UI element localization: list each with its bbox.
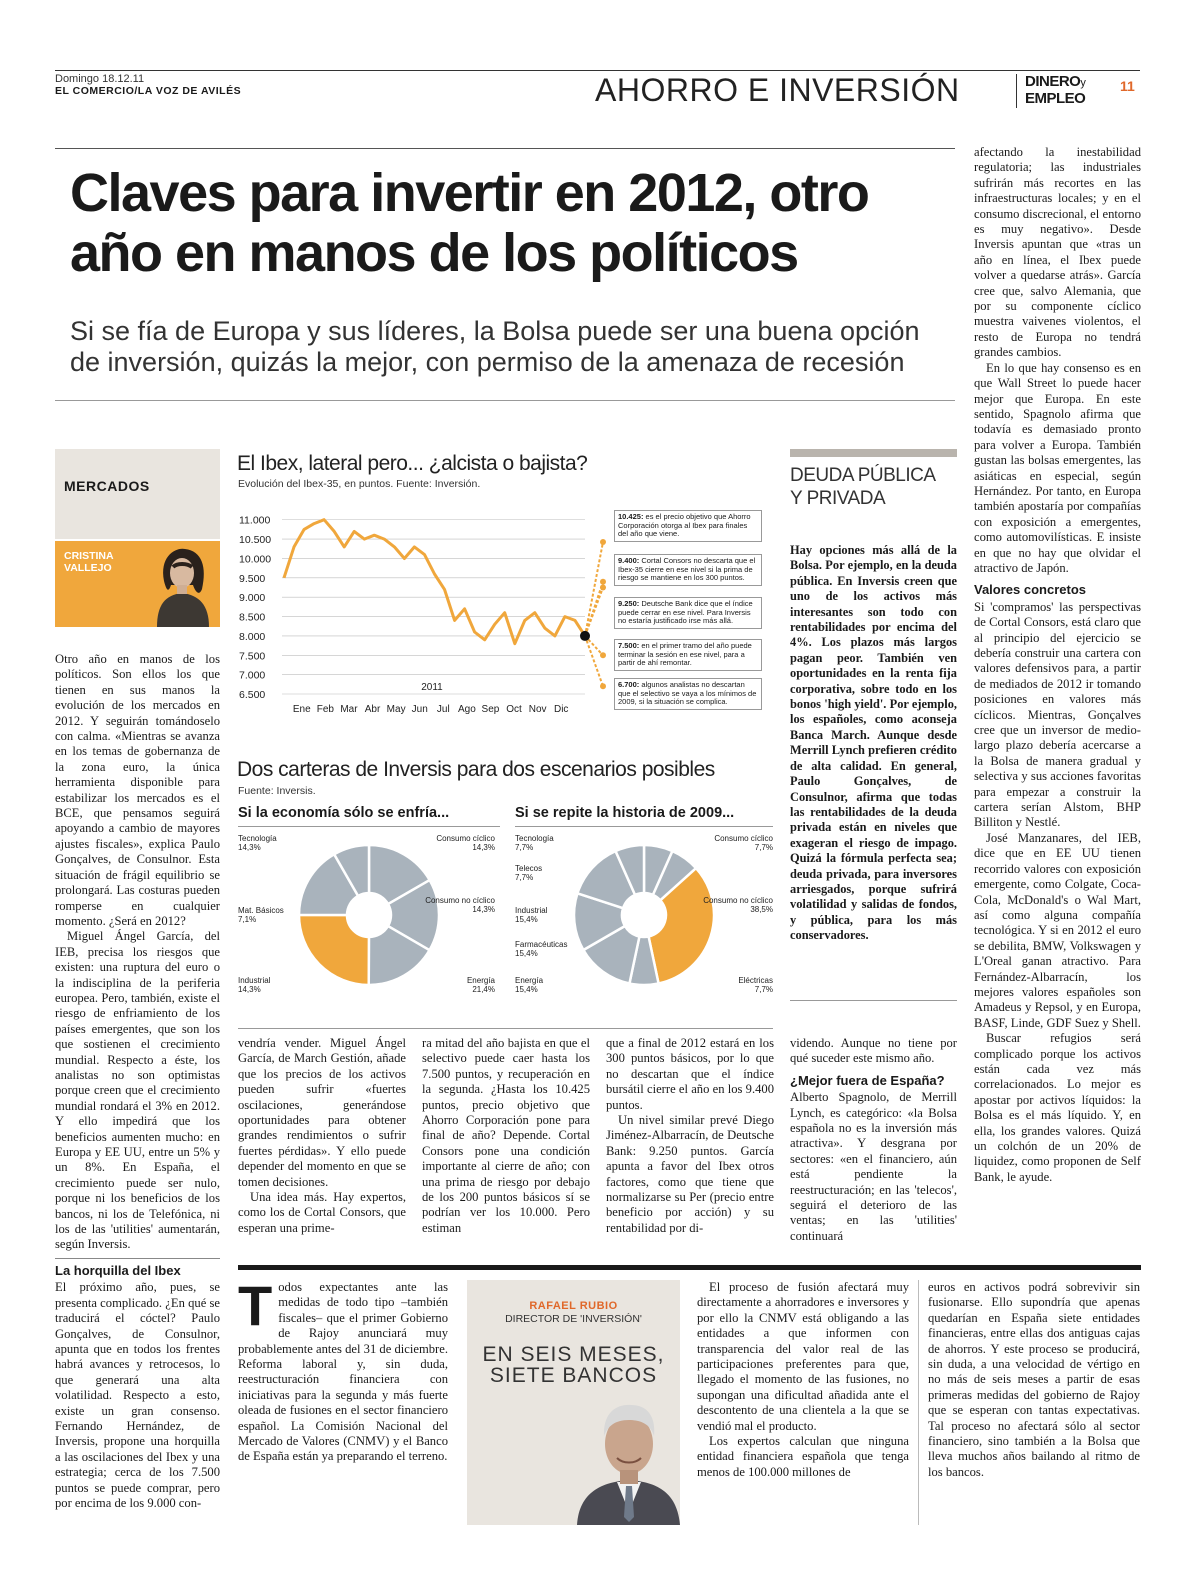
pie-slice-value: 38,5% [750,905,773,914]
ibex-chart-title: El Ibex, lateral pero... ¿alcista o bajista? [237,452,588,475]
pie1-subtitle-rule [238,826,500,827]
col1-subhead: La horquilla del Ibex [55,1263,181,1278]
page-number: 11 [1120,78,1135,94]
opinion-box [467,1280,680,1525]
article-col-4: que a final de 2012 estará en los 300 puntos básicos, por lo que no descartan que el índice bursátil cierre el año en los 9.400 puntos. Un nivel similar prevé Diego Jiménez-Albarracín, de Deutsche Bank: 9.250 puntos. García apunta a favor del Ibex otros factores, como que tiene que normalizarse su Per (precio entre beneficio por acción) y su rentabilidad por di- [606,1036,774,1235]
header-top-rule [55,70,1140,71]
x-tick-label: Dic [553,704,569,715]
pie-slice-name: Consumo no cíclico [425,896,495,905]
target-text: Deutsche Bank dice que el índice puede cerrar en ese nivel. Para Inversis no estaría justificado irse más allá. [618,599,753,626]
projection-line [585,542,603,636]
pie-slice-name: Consumo cíclico [436,834,495,843]
portfolios-title: Dos carteras de Inversis para dos escenarios posibles [237,758,715,781]
sidebar-text: Hay opciones más allá de la Bolsa. Por ejemplo, en la deuda pública. En Inversis creen que uno de los activos más interesantes son todo con rentabilidades por encima del 4%. Los plazos más largos pagan peor. También ven oportunidades en la renta fija corporativa, sobre todo en los bonos 'high yield'. Por ejemplo, los españoles, como aconseja Banca March. Aunque desde Merrill Lynch prefieren crédito de alta calidad. En general, Paulo Gonçalves, de Consulnor, afirma que todas las rentabilidades de la deuda privada están en niveles que exageran el riesgo de impago. Quizá la fórmula perfecta sea; deuda privada, para inversores arriesgados, porque sufrirá volatilidad y salidas de fondos, y pública, para los más conservadores. [790,543,957,943]
opinion-col-1: T odos expectantes ante las medidas de todo tipo –también fiscales– que el primer Gobierno de Rajoy anunciará muy probablemente antes del 31 de diciembre. Reforma laboral y, sin duda, reestructuración financiera con iniciativas para la segunda y más fuerte oleada de fusiones en el sector financiero español. La Comisión Nacional del Mercado de Valores (CNMV) y el Banco de España están ya preparando el terreno. [238,1274,448,1464]
x-tick-label: Abr [364,704,381,715]
opinion-top-bar [238,1265,1141,1270]
projection-point [600,579,606,585]
y-tick-label: 8.000 [239,630,266,643]
target-text: algunos analistas no descartan que el selectivo se vaya a los mínimos de 2009, si la situación se complica. [618,680,757,707]
opinion-headline: EN SEIS MESES, SIETE BANCOS [482,1343,665,1387]
projection-point [600,585,606,591]
pie-chart-cooling [238,830,500,1000]
target-annotation [614,597,762,629]
y-tick-label: 10.000 [239,553,272,566]
x-tick-label: Jul [436,704,450,715]
target-annotation [614,639,762,671]
pie-slice-value: 14,3% [238,843,261,852]
pie-slice-label [238,976,270,994]
article-col-3: ra mitad del año bajista en que el selectivo puede caer hasta los 7.500 puntos, y recuperación en la segunda. ¿Hasta los 10.425 puntos, precio objetivo que Ahorro Corporación pone para final de año? Depende. Cortal Consors pone una condición importante al cierre de año; con una prima de riesgo por debajo de los 200 puntos básicos sí se podrían ver los 10.000. Pero estiman [422,1036,590,1235]
sidebar-title: DEUDA PÚBLICA Y PRIVADA [790,465,936,509]
pie-slice-label [515,976,543,994]
projection-line [585,588,603,636]
pie-slice-label [515,834,554,852]
pie-slice-value: 7,7% [515,843,534,852]
y-tick-label: 8.500 [239,611,266,624]
pie-slice-label [515,906,547,924]
opinion-author: RAFAEL RUBIO [529,1300,618,1312]
target-annotation [614,510,762,542]
opinion-role: DIRECTOR DE 'INVERSIÓN' [505,1313,642,1325]
target-value: 7.500: [618,641,642,650]
pie-slice-label [515,940,567,958]
pie-slice-label [436,834,495,852]
pie-slice-value: 14,3% [472,905,495,914]
article-col-6: afectando la inestabilidad regulatoria; las industriales sufrirán más recortes en las infraestructuras locales; y en el consumo discrecional, el entorno es muy negativo». Desde Inversis apuntan que «tras un año en línea, el Ibex puede volver a quedarse atrás». García cree que, salvo Alemania, que por su componente cíclico muestra vaivenes violentos, el resto de Europa no tendrá grandes cambios. En lo que hay consenso es en que Wall Street lo puede hacer mejor que Europa. En este sentido, Spagnolo afirma que todavía es demasiado pronto para volver a Europa. También gustan las bolsas emergentes, las asiáticas en especial, según Hernández. Por tanto, en Europa también apostaría por compañías con exposición a emergentes, como automovilísticas. E insiste en que no hay que olvidar el atractivo de Japón. Valores concretos Si 'compramos' las perspectivas de Cortal Consors, está claro que al principio del ejercicio se debería construir una cartera con valores defensivos para, a partir de mediados de 2012 ir tomando posiciones en valores más cíclicos. Mientras, Gonçalves cree que un inversor de medio-largo plazo debería acercarse a la Bolsa de manera gradual y selectiva y sus acciones favoritas para empezar a construir la cartera serían Alstom, BHP Billiton y Nestlé. José Manzanares, del IEB, dice que en EE UU tienen recorrido valores con exposición emergente, como Colgate, Coca-Cola, McDonald's o Wal Mart, así como alguna compañía tecnológica. Y si en 2012 el euro se debilita, BMW, Volkswagen y L'Oreal ganan atractivo. Para Fernández-Albarracín, los mejores valores españoles son Amadeus y Repsol, y en Europa, BASF, Linde, GDF Suez y Shell. Buscar refugios será complicado porque los activos están cada vez más correlacionados. Lo mejor es apostar por activos líquidos: la Bolsa es el más líquido. Y, en ella, los grandes valores. Quizá un colchón de un 20% de liquidez, como proponen de Self Bank, le ayude. [974,145,1141,1184]
x-tick-label: May [386,704,406,715]
sidebar-top-bar [790,449,957,457]
pie-slice-value: 7,7% [754,843,773,852]
pie-slice-label [738,976,773,994]
projection-point [600,683,606,689]
col1-rule [55,1258,220,1259]
pie-slice-name: Consumo cíclico [714,834,773,843]
y-tick-label: 11.000 [239,514,271,527]
target-text: Cortal Consors no descarta que el Ibex-35 cierre en ese nivel si la prima de riesgo se mantiene en los 300 puntos. [618,556,756,583]
article-title: Claves para invertir en 2012, otro año en manos de los políticos [70,163,869,283]
x-tick-label: Jun [411,704,428,715]
target-text: es el precio objetivo que Ahorro Corporación otorga al Ibex para finales del año que viene. [618,512,751,539]
article-subtitle: Si se fía de Europa y sus líderes, la Bolsa puede ser una buena opción de inversión, quizás la mejor, con permiso de la amenaza de recesión [70,316,920,377]
x-tick-label: Nov [528,704,547,715]
section-tag-label: MERCADOS [64,478,150,494]
ibex-chart-subtitle: Evolución del Ibex-35, en puntos. Fuente: Inversión. [238,478,481,490]
projection-line [585,636,603,686]
year-label: 2011 [421,682,443,693]
pie-slice-name: Industrial [238,976,271,985]
section-title: AHORRO E INVERSIÓN [595,72,960,108]
ibex-target-annotations [614,510,774,715]
y-tick-label: 7.000 [239,669,266,682]
x-tick-label: Oct [506,704,522,715]
dropcap: T [238,1274,273,1337]
pie-slice-value: 14,3% [472,843,495,852]
target-value: 9.250: [618,599,642,608]
pie-slice-name: Industrial [515,906,548,915]
target-value: 6.700: [618,680,642,689]
pie-slice-value: 14,3% [238,985,261,994]
pie-slice-label [238,906,284,924]
y-tick-label: 9.500 [239,572,266,585]
target-annotation [614,678,762,710]
charts-bottom-rule [238,1028,773,1029]
opinion-author-photo [577,1392,680,1525]
article-col-1b: La horquilla del Ibex El próximo año, pues, se presenta complicado. ¿En qué se traducirá el cóctel? Paulo Gonçalves, de Consulnor, apunta que en todos los frentes habrá avances y retrocesos, lo que generará una alta volatilidad. Respecto a esto, existe un gran consenso. Fernando Hernández, de Inversis, propone una horquilla a las oscilaciones del Ibex y una estrategia; cerca de los 7.500 puntos se puede comprar, pero por encima de los 9.000 con- [55,1263,220,1511]
article-col-2: vendría vender. Miguel Ángel García, de March Gestión, añade que los precios de los activos pueden sufrir «fuertes oscilaciones, generándose oportunidades para obtener grandes rendimientos o sufrir fuertes pérdidas». Y ello puede depender del momento en que se tomen decisiones. Una idea más. Hay expertos, como los de Cortal Consors, que esperan una prime- [238,1036,406,1235]
pie-slice-name: Consumo no cíclico [703,896,773,905]
target-annotation [614,554,762,586]
y-tick-label: 9.000 [239,592,266,605]
sidebar-bottom-rule [790,1000,957,1001]
target-value: 9.400: [618,556,642,565]
header-paper: EL COMERCIO/LA VOZ DE AVILÉS [55,85,242,97]
projection-point [600,539,606,545]
pie-slice-name: Tecnología [515,834,554,843]
pie-slice-value: 7,1% [238,915,257,924]
subtitle-bottom-rule [55,400,955,401]
opinion-col-3: euros en activos podrá sobrevivir sin fusionarse. Ello supondría que apenas quedarían en España siete entidades financieras, entre ellas dos antiguas cajas de ahorros. Y este proceso se producirá, sin duda, a una velocidad de vértigo en no más de seis meses a partir de esas primeras medidas del gobierno de Rajoy que se esperan con tantas expectativas. Tal proceso no afectará sólo al sector financiero, sino también a la Bolsa que lleva muchos años bailando al ritmo de los bancos. [928,1280,1140,1479]
pie-chart-2009 [515,830,773,1000]
section-tag [55,449,220,539]
x-tick-label: Ene [292,704,311,715]
pie-slice-value: 7,7% [754,985,773,994]
ibex-line-chart [230,500,620,725]
pie-slice-name: Telecos [515,864,543,873]
pie2-subtitle-rule [515,826,773,827]
col6-subhead: Valores concretos [974,582,1086,598]
pie-slice-value: 7,7% [515,873,534,882]
pie-slice-name: Tecnología [238,834,277,843]
portfolios-source: Fuente: Inversis. [238,785,316,797]
pie-slice-name: Farmacéuticas [515,940,568,949]
col5-subhead: ¿Mejor fuera de España? [790,1072,945,1088]
pie-slice-label [515,864,542,882]
pie-slice-label [714,834,773,852]
pie-slice-value: 15,4% [515,985,538,994]
current-value-point [580,631,590,641]
pie-slice-label [703,896,773,914]
y-tick-label: 6.500 [239,689,266,701]
donut-svg [515,830,773,1000]
author-name: CRISTINA VALLEJO [64,550,114,574]
x-tick-label: Mar [340,704,358,715]
author-photo [147,545,217,627]
opinion-col-2: El proceso de fusión afectará muy directamente a ahorradores e inversores y por ello la CNMV está obligando a las entidades a que informen con transparencia del valor real de las participaciones preferentes para que, llegado el momento de las fusiones, no supongan una dificultad añadida ante el descontento de una clientela a la que se vendió mal el producto. Los expertos calculan que ninguna entidad financiera española que tenga menos de 100.000 millones de [697,1280,909,1479]
pie-slice-label [467,976,495,994]
pie-slice-name: Mat. Básicos [238,906,284,915]
pie-slice-value: 15,4% [515,915,538,924]
title-top-rule [55,148,955,149]
x-tick-label: Feb [316,704,334,715]
pie-slice-value: 15,4% [515,949,538,958]
pie2-subtitle: Si se repite la historia de 2009... [515,805,735,821]
header-date: Domingo 18.12.11 [55,73,145,85]
x-tick-label: Ago [457,704,476,715]
pie-slice [299,915,369,985]
pie-slice-name: Energía [466,976,495,985]
projection-point [600,652,606,658]
article-col-1: Otro año en manos de los políticos. Son ellos los que tienen en sus manos la evolución de los mercados en 2012. Y seguirán tomándoselo con calma. «Mientras se avanza en los temas de gobernanza de la zona euro, la única herramienta disponible para estabilizar los mercados es el BCE, que pensamos seguirá apoyando a cambio de mayores ajustes fiscales», explica Paulo Gonçalves, de Consulnor. Esta situación de frágil equilibrio se prolongará. Las costuras pueden romperse en cualquier momento. ¿Será en 2012? Miguel Ángel García, del IEB, precisa los riesgos que existen: una ruptura del euro o la indisciplina de la periferia europea. Pero, también, existe el riesgo de enfriamiento de los países emergentes, que son los que sostienen el crecimiento mundial. Respecto a éste, los analistas no son optimistas porque creen que el crecimiento mundial rondará el 3% en 2012. Y ello impedirá que los beneficios aumenten mucho: en Europa y EE UU, entre un 5% y un 8%. En España, el crecimiento puede ser nulo, porque ni los beneficios de los bancos, ni los de Telefónica, ni los de las 'utilities' aumentarán, según Inversis. [55,652,220,1252]
pie-slice-label [425,896,495,914]
y-tick-label: 7.500 [239,650,266,663]
dinero-empleo-logo: DINEROy EMPLEO [1016,74,1119,108]
pie-slice-name: Eléctricas [738,976,773,985]
author-box [55,541,220,627]
pie-slice-value: 21,4% [472,985,495,994]
pie-slice-name: Energía [515,976,544,985]
pie-slice-label [238,834,277,852]
target-value: 10.425: [618,512,646,521]
y-tick-label: 10.500 [239,534,272,547]
x-tick-label: Sep [481,704,500,715]
pie1-subtitle: Si la economía sólo se enfría... [238,805,450,821]
opinion-divider [918,1280,919,1525]
target-text: en el primer tramo del año puede terminar la sesión en ese nivel, para a partir de ahí remontar. [618,641,752,668]
article-col-5: videndo. Aunque no tiene por qué suceder este mismo año. ¿Mejor fuera de España? Alberto Spagnolo, de Merrill Lynch, es categórico: «la Bolsa española no es la inversión más atractiva». Y desgrana por sectores: «en el financiero, aún está pendiente la reestructuración; en las 'telecos', seguirá el deterioro de las ventas; en las 'utilities' continuará [790,1036,957,1243]
ibex-series-line [284,520,585,644]
